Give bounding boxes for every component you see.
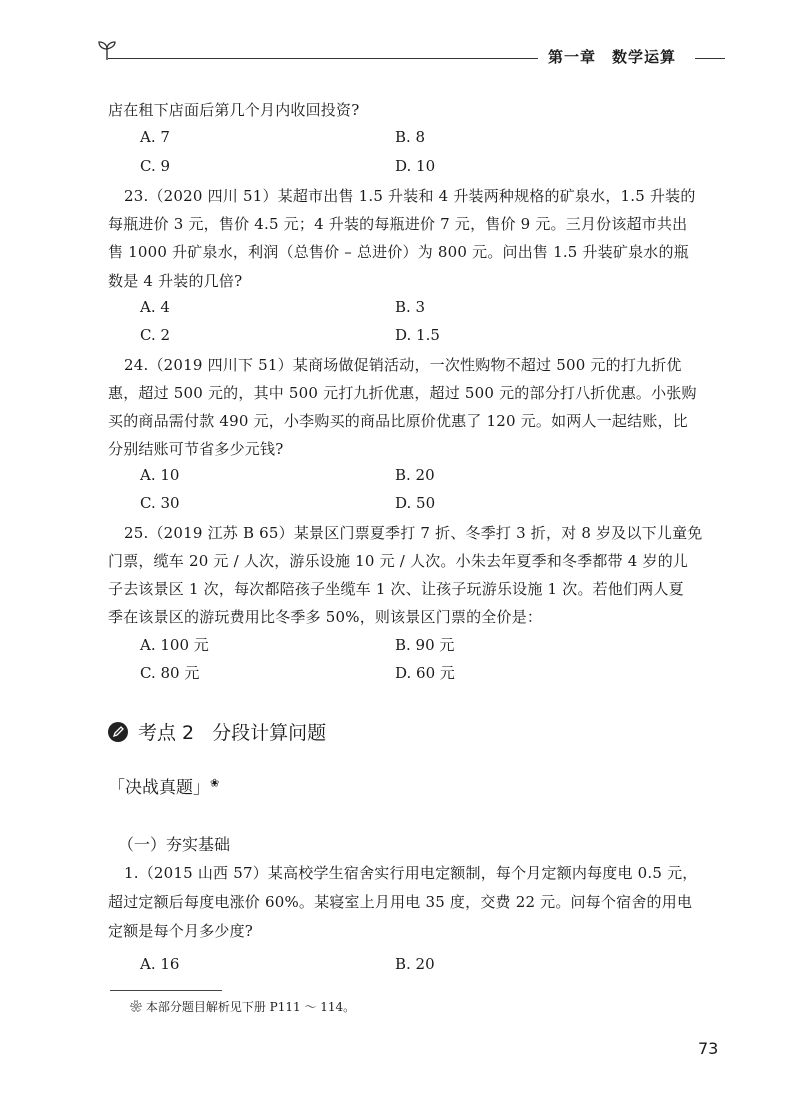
q24-line-2: 惠，超过 500 元的，其中 500 元打九折优惠，超过 500 元的部分打八折优惠。小张购: [108, 384, 697, 402]
q1-line-1: 1.（2015 山西 57）某高校学生宿舍实行用电定额制，每个月定额内每度电 0.5 元，: [124, 864, 698, 882]
q24-line-4: 分别结账可节省多少元钱?: [108, 440, 284, 458]
q24-option-d: D. 50: [395, 494, 436, 512]
subheading: [108, 773, 219, 798]
q25-line-4: 季在该景区的游玩费用比冬季多 50%，则该景区门票的全价是：: [108, 608, 543, 626]
q22-option-b: B. 8: [395, 128, 426, 146]
pencil-circle-icon: [108, 722, 128, 742]
q24-option-c: C. 30: [140, 494, 180, 512]
subsubheading: （一）夯实基础: [118, 835, 231, 854]
flower-mark-icon: ❀: [210, 776, 220, 790]
q22-text: 店在租下店面后第几个月内收回投资?: [108, 101, 360, 119]
header-rule-right: [695, 58, 725, 59]
q1-option-a: A. 16: [140, 955, 180, 973]
footnote-rule: [110, 990, 222, 991]
q23-line-2: 每瓶进价 3 元，售价 4.5 元；4 升装的每瓶进价 7 元，售价 9 元。三月份该超市共出: [108, 215, 688, 233]
q1-line-3: 定额是每个月多少度?: [108, 922, 254, 940]
q23-line-4: 数是 4 升装的几倍?: [108, 272, 243, 290]
chapter-number: 第一章: [548, 48, 597, 66]
q22-option-c: C. 9: [140, 157, 171, 175]
q24-option-a: A. 10: [140, 466, 180, 484]
q23-line-3: 售 1000 升矿泉水，利润（总售价 – 总进价）为 800 元。问出售 1.5 升装矿泉水的瓶: [108, 243, 689, 261]
q25-option-a: A. 100 元: [140, 636, 209, 654]
section-title: 分段计算问题: [212, 722, 327, 744]
q23-option-b: B. 3: [395, 298, 426, 316]
chapter-label: [548, 46, 676, 67]
q25-option-b: B. 90 元: [395, 636, 455, 654]
q25-line-2: 门票，缆车 20 元 / 人次，游乐设施 10 元 / 人次。小朱去年夏季和冬季都带 4 岁的儿: [108, 552, 689, 570]
q24-line-1: 24.（2019 四川下 51）某商场做促销活动，一次性购物不超过 500 元的打九折优: [124, 356, 682, 374]
q25-option-d: D. 60 元: [395, 664, 455, 682]
subheading-text: 「决战真题」: [108, 778, 210, 798]
q24-option-b: B. 20: [395, 466, 435, 484]
q25-option-c: C. 80 元: [140, 664, 200, 682]
q23-option-c: C. 2: [140, 326, 171, 344]
page-number: 73: [698, 1039, 719, 1058]
q25-line-1: 25.（2019 江苏 B 65）某景区门票夏季打 7 折、冬季打 3 折，对 8 岁及以下儿童免: [124, 524, 703, 542]
q25-line-3: 子去该景区 1 次，每次都陪孩子坐缆车 1 次、让孩子玩游乐设施 1 次。若他们两人夏: [108, 580, 684, 598]
q23-line-1: 23.（2020 四川 51）某超市出售 1.5 升装和 4 升装两种规格的矿泉水，1.5 升装的: [124, 187, 696, 205]
q1-line-2: 超过定额后每度电涨价 60%。某寝室上月用电 35 度，交费 22 元。问每个宿舍的用电: [108, 893, 693, 911]
q22-option-d: D. 10: [395, 157, 436, 175]
chapter-title: 数学运算: [612, 48, 677, 66]
q23-option-a: A. 4: [140, 298, 170, 316]
q22-option-a: A. 7: [140, 128, 170, 146]
q23-option-d: D. 1.5: [395, 326, 440, 344]
q1-option-b: B. 20: [395, 955, 435, 973]
section-label: 考点 2: [138, 722, 195, 744]
running-header: [0, 0, 800, 80]
footnote: ❀ 本部分题目解析见下册 P111 ～ 114。: [130, 1000, 356, 1014]
q24-line-3: 买的商品需付款 490 元，小李购买的商品比原价优惠了 120 元。如两人一起结账，比: [108, 412, 688, 430]
header-rule: [108, 58, 538, 59]
section-heading: [108, 718, 326, 745]
